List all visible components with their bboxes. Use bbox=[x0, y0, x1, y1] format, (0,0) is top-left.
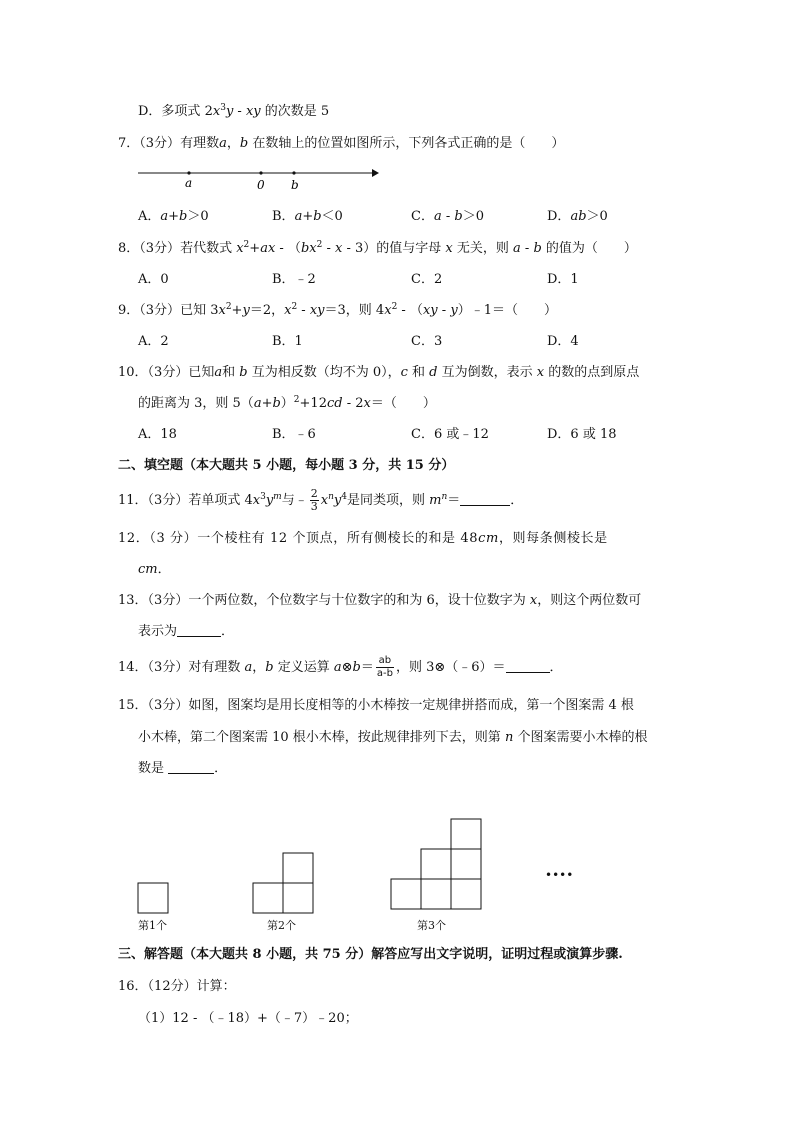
q7-stem: 7．（3分）有理数a，b 在数轴上的位置如图所示，下列各式正确的是（ ） bbox=[118, 136, 565, 151]
q9-option-d[interactable]: D．4 bbox=[547, 334, 579, 349]
q8-stem: 8．（3分）若代数式 $x^2+ax - (bx^2 - x - 3)$的值与字母 x 无关，则 a - b 的值为（ ） bbox=[118, 240, 637, 256]
pattern-3 bbox=[391, 819, 481, 909]
q12-stem-line2: cm． bbox=[138, 562, 171, 577]
pattern-label-3: 第3个 bbox=[417, 919, 446, 932]
q9-option-c[interactable]: C．3 bbox=[411, 334, 443, 349]
q9-option-a[interactable]: A．2 bbox=[138, 334, 169, 349]
label-a: a bbox=[185, 176, 193, 190]
q9-stem: 9．（3分）已知 $3x^2+y=2$，$x^2 - xy=3$，则 $4x^2 - (xy$ - y）﹣1＝（ ） bbox=[118, 302, 557, 318]
q14-fraction: $\frac{ab}{a-b}$ bbox=[376, 655, 393, 679]
q8-option-a[interactable]: A．0 bbox=[138, 272, 169, 287]
q6-option-d: D．多项式 $2x^3y$ - xy 的次数是 5 bbox=[138, 103, 330, 119]
q16-stem: 16．（12分）计算： bbox=[118, 979, 236, 994]
section-3-title: 三、解答题（本大题共 8 小题，共 75 分）解答应写出文字说明，证明过程或演算步骤. bbox=[118, 947, 623, 962]
q15-stem-line1: 15．（3分）如图，图案均是用长度相等的小木棒按一定规律拼搭而成，第一个图案需 4 根 bbox=[118, 698, 634, 713]
point-zero-dot bbox=[259, 171, 262, 174]
point-b-dot bbox=[292, 171, 295, 174]
point-a-dot bbox=[187, 171, 190, 174]
q7-option-b[interactable]: B．a+b＜0 bbox=[272, 209, 343, 224]
q9-option-b[interactable]: B．1 bbox=[272, 334, 303, 349]
label-b: b bbox=[291, 178, 299, 192]
pattern-2 bbox=[253, 853, 313, 913]
q8-option-c[interactable]: C．2 bbox=[411, 272, 443, 287]
q15-stem-line2: 小木棒，第二个图案需 10 根小木棒，按此规律排列下去，则第 n 个图案需要小木棒的根 bbox=[138, 730, 648, 745]
q10-option-d[interactable]: D．6 或 18 bbox=[547, 427, 617, 442]
q13-answer-blank[interactable] bbox=[177, 624, 221, 637]
q10-option-b[interactable]: B．﹣6 bbox=[272, 427, 316, 442]
number-line-arrow bbox=[372, 169, 379, 177]
q11-answer-blank[interactable] bbox=[460, 493, 510, 506]
q7-option-a[interactable]: A．a+b＞0 bbox=[138, 209, 209, 224]
q10-stem-line2: 的距离为 3，则 $5(a+b)^2+12cd - 2x=$（ ） bbox=[138, 395, 436, 411]
q15-stem-line3: 数是 ． bbox=[138, 761, 228, 776]
q8-option-d[interactable]: D．1 bbox=[547, 272, 579, 287]
label-zero: 0 bbox=[257, 178, 265, 192]
pattern-label-2: 第2个 bbox=[267, 919, 296, 932]
q7-option-d[interactable]: D．ab＞0 bbox=[547, 209, 608, 224]
q14-stem: 14．（3分）对有理数 a，b 定义运算 a⊗b＝ $\frac{ab}{a-b}$ ，则 3⊗（﹣6）＝ ． bbox=[118, 655, 563, 679]
pattern-ellipsis: •••• bbox=[545, 868, 574, 882]
q7-option-c[interactable]: C．a - b＞0 bbox=[411, 209, 484, 224]
q11-stem: 11．（3分）若单项式 $4x^3y^m$与﹣ $\frac{2}{3}$ $x^ny^4$是同类项，则 $m^n=$ ． bbox=[118, 487, 524, 513]
q14-answer-blank[interactable] bbox=[506, 660, 550, 673]
q13-stem-line2: 表示为 ． bbox=[138, 624, 235, 639]
q10-option-a[interactable]: A．18 bbox=[138, 427, 177, 442]
q15-answer-blank[interactable] bbox=[168, 761, 214, 774]
section-2-title: 二、填空题（本大题共 5 小题，每小题 3 分，共 15 分） bbox=[118, 458, 455, 473]
q12-stem-line1: 12．（3 分）一个棱柱有 12 个顶点，所有侧棱长的和是 48cm，则每条侧棱长是 bbox=[118, 531, 608, 546]
q11-fraction: $\frac{2}{3}$ bbox=[310, 487, 318, 513]
q10-stem-line1: 10．（3分）已知a和 b 互为相反数（均不为 0），c 和 d 互为倒数，表示 x 的数的点到原点 bbox=[118, 365, 640, 380]
number-line-figure bbox=[136, 162, 386, 192]
stick-pattern-figure bbox=[130, 815, 580, 937]
q13-stem-line1: 13．（3分）一个两位数，个位数字与十位数字的和为 6，设十位数字为 x，则这个两位数可 bbox=[118, 593, 642, 608]
pattern-label-1: 第1个 bbox=[138, 919, 167, 932]
q8-option-b[interactable]: B．﹣2 bbox=[272, 272, 316, 287]
q16-part-1: （1）12 - （﹣18）+（﹣7）﹣20； bbox=[138, 1011, 358, 1026]
q10-option-c[interactable]: C．6 或﹣12 bbox=[411, 427, 489, 442]
pattern-1 bbox=[138, 883, 168, 913]
